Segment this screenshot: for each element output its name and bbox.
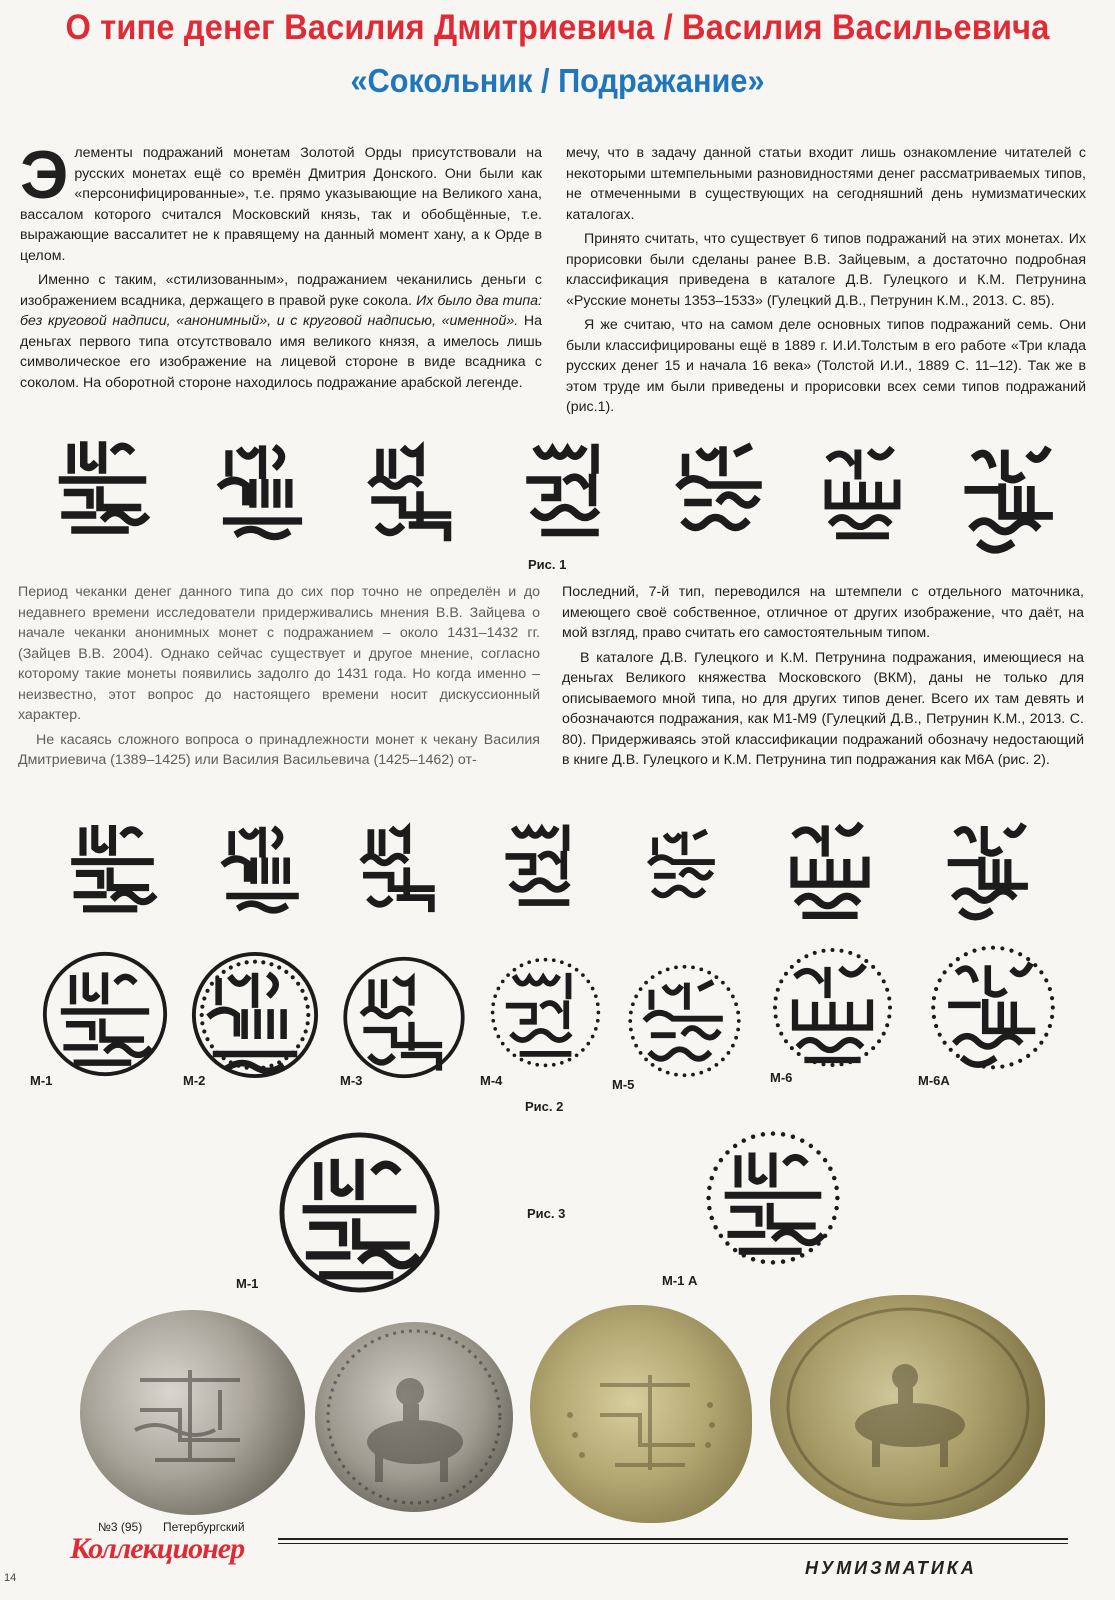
article-column-right-mid xyxy=(562,582,1084,771)
page-number: 14 xyxy=(4,1572,17,1584)
coin-legend-drawing xyxy=(945,425,1075,560)
legend-strokes xyxy=(307,1163,416,1275)
coin-photo xyxy=(80,1310,305,1515)
paragraph: В каталоге Д.В. Гулецкого и К.М. Петрунина подражания, имеющиеся на деньгах Великого княжества Московского (ВКМ), даны не только для описываемого мной типа, но для других типов денег. Всего их там девять и обозначаются подражания, как М1-М9 (Гулецкий Д.В., Петрунин К.М., 2013. С. 80). Придерживаясь этой классификации подражаний обозначу недостающий в книге Д.В. Гулецкого и К.М. Петрунина тип подражания как М6А (рис. 2). xyxy=(562,649,1084,768)
coin-dotted-rim xyxy=(491,958,600,1067)
coin-drawing xyxy=(658,425,783,550)
footer-divider xyxy=(278,1543,1068,1544)
coin-legend-drawing xyxy=(205,808,320,918)
paragraph xyxy=(20,270,542,393)
paragraph: Я же считаю, что на самом деле основных типов подражаний семь. Они были классифицированы ещё в 1889 г. И.И.Толстым в его работе «Три клада русских денег 15 и начала 16 века» (Толстой И.И., 1889 С. 11–12). Так же в этом труде им были приведены и прорисовки всех семи типов подражаний (рис.1). xyxy=(566,317,1086,415)
coin-legend-drawing xyxy=(340,955,468,1080)
drop-cap: Э xyxy=(20,137,69,213)
legend-strokes xyxy=(651,833,712,896)
coin-legend-drawing xyxy=(805,425,920,550)
legend-strokes xyxy=(509,976,569,1054)
legend-strokes xyxy=(211,976,294,1071)
figure-1-caption: Рис. 1 xyxy=(528,557,567,572)
rider-image xyxy=(770,1295,1045,1520)
coin-drawing xyxy=(340,808,460,920)
publisher-name: Петербургский xyxy=(163,1520,245,1534)
page-subtitle: «Сокольник / Подражание» xyxy=(350,62,765,99)
coin-legend-drawing xyxy=(658,425,783,550)
coin-legend-drawing xyxy=(340,808,460,920)
text-run: Именно с таким, «стилизованным», подражанием чеканились деньги с изображением всадника, держащего в правой руке сокола. xyxy=(20,272,542,309)
coin-legend-drawing xyxy=(50,805,175,923)
coin-legend-drawing xyxy=(488,950,603,1075)
coin-drawing xyxy=(770,805,890,925)
coin-drawing xyxy=(262,1130,457,1295)
paragraph: Принято считать, что существует 6 типов подражаний на этих монетах. Их прорисовки были сделаны ранее В.В. Зайцевым, а достаточно подробная классификация приведена в каталоге Д.В. Гулецкого и К.М. Петрунина «Русские монеты 1353–1533» (Гулецкий Д.В., Петрунин К.М., 2013. С. 85). xyxy=(566,231,1086,309)
coin-legend-drawing xyxy=(35,950,175,1078)
magazine-logo: Коллекционер xyxy=(70,1532,245,1565)
coin-drawing xyxy=(488,950,603,1075)
paragraph: Последний, 7-й тип, переводился на штемпели с отдельного маточника, имеющего своё собственное, отличное от других изображение, что даёт, на мой взгляд, право считать его самостоятельным типом. xyxy=(562,584,1084,641)
legend-strokes xyxy=(364,980,439,1068)
footer-divider xyxy=(278,1538,1068,1540)
legend-strokes xyxy=(951,827,1024,917)
coin-drawing xyxy=(622,962,747,1080)
legend-strokes xyxy=(968,451,1049,550)
fig2-label: М-1 xyxy=(30,1073,53,1088)
article-column-right-top xyxy=(566,143,1086,418)
coin-drawing xyxy=(488,808,600,918)
legend-strokes xyxy=(794,827,866,916)
figure-2-caption: Рис. 2 xyxy=(525,1099,564,1114)
coin-legend-drawing xyxy=(765,945,900,1070)
legend-strokes xyxy=(222,449,299,537)
fig3-label: М-1 xyxy=(236,1276,259,1291)
coin-drawing xyxy=(205,808,320,918)
coin-drawing xyxy=(765,945,900,1070)
paragraph: лементы подражаний монетам Золотой Орды присутствовали на русских монетах ещё со времён Дмитрия Донского. Они были как «персонифицированные», т.е. прямо указывающие на Великого хана, вассалом которого считался Московский князь, так и обобщённые, т.е. выражающие вассалитет не к правящему на данный момент хану, а к Орде в целом. xyxy=(20,145,542,264)
legend-strokes xyxy=(364,830,431,908)
legend-strokes xyxy=(64,976,148,1063)
coin-drawing xyxy=(505,425,635,550)
figure-3-caption: Рис. 3 xyxy=(527,1206,566,1221)
legend-strokes xyxy=(647,983,720,1059)
coin-legend-drawing xyxy=(688,1128,858,1268)
coin-drawing xyxy=(928,940,1058,1075)
rider-image xyxy=(315,1322,513,1512)
coin-legend-drawing xyxy=(185,950,325,1080)
article-column-left-top xyxy=(20,137,542,393)
coin-photo xyxy=(530,1305,752,1523)
coin-drawing xyxy=(35,950,175,1078)
page-title: О типе денег Василия Дмитриевича / Василия Васильевича xyxy=(65,8,1050,47)
section-name: НУМИЗМАТИКА xyxy=(805,1558,977,1578)
fig3-label: М-1 А xyxy=(662,1273,698,1288)
coin-drawing xyxy=(50,805,175,923)
issue-number: №3 (95) xyxy=(98,1520,143,1534)
coin-drawing xyxy=(200,425,325,545)
coin-legend-drawing xyxy=(35,420,170,545)
coin-photo xyxy=(770,1295,1045,1520)
legend-strokes xyxy=(681,448,759,528)
coin-drawing xyxy=(945,425,1075,560)
coin-legend-drawing xyxy=(928,940,1058,1075)
fig2-label: М-6 xyxy=(770,1070,793,1085)
text-run: На деньгах первого типа отсутствовало имя великого князя, а имелось лишь символическое его изображение на лицевой стороне в виде всадника с соколом. На оборотной стороне находилось подражание арабской легенде. xyxy=(20,313,542,391)
coin-legend-drawing xyxy=(622,962,747,1080)
legend-strokes xyxy=(509,828,566,903)
coin-drawing xyxy=(340,955,468,1080)
coin-legend-drawing xyxy=(930,800,1048,930)
coin-drawing xyxy=(930,800,1048,930)
legend-strokes xyxy=(951,966,1032,1065)
paragraph: Период чеканки денег данного типа до сих пор точно не определён и до недавнего времени исследователи придерживались мнения В.В. Зайцева о начале чеканки анонимных монет с подражанием – около 1431–1432 гг. (Зайцев В.В. 2004). Однако сейчас существует и другое мнение, согласно которому такие монеты появились задолго до 1431 года. Но когда именно – неизвестно, этот вопрос до настоящего времени носит дискуссионный характер. xyxy=(18,584,540,723)
coin-legend-drawing xyxy=(770,805,890,925)
coin-drawing xyxy=(345,425,480,550)
text-run-italic: Их было два типа: без круговой надписи, «анонимный», и с круговой надписью, «именной». xyxy=(20,292,542,329)
legend-strokes xyxy=(728,1156,820,1251)
coin-photo-legend xyxy=(80,1310,305,1515)
coin-legend-drawing xyxy=(505,425,635,550)
coin-drawing xyxy=(805,425,920,550)
fig2-label: М-3 xyxy=(340,1073,363,1088)
legend-strokes xyxy=(75,829,153,909)
fig2-label: М-2 xyxy=(183,1073,206,1088)
paragraph: Не касаясь сложного вопроса о принадлежности монет к чекану Василия Дмитриевича (1389–1425) или Василия Васильевича (1425–1462) от- xyxy=(18,731,540,768)
coin-legend-drawing xyxy=(488,808,600,918)
fig2-label: М-6А xyxy=(918,1073,950,1088)
legend-strokes xyxy=(373,450,448,538)
coin-drawing xyxy=(630,815,735,913)
coin-drawing xyxy=(35,420,170,545)
fig2-label: М-4 xyxy=(480,1073,503,1088)
coin-legend-drawing xyxy=(630,815,735,913)
legend-strokes xyxy=(795,968,870,1061)
legend-strokes xyxy=(63,445,146,530)
legend-strokes xyxy=(828,451,897,536)
coin-legend-drawing xyxy=(345,425,480,550)
coin-rim xyxy=(345,959,463,1077)
coin-photo xyxy=(315,1322,513,1512)
legend-strokes xyxy=(530,448,595,533)
fig2-label: М-5 xyxy=(612,1077,635,1092)
coin-photo-legend xyxy=(530,1305,752,1523)
paragraph: мечу, что в задачу данной статьи входит лишь ознакомление читателей с некоторыми штемпельными разновидностями денег рассматриваемых типов, не отмеченными в существующих на сегодняшний день нумизматических каталогах. xyxy=(566,145,1086,223)
coin-drawing xyxy=(688,1128,858,1268)
coin-legend-drawing xyxy=(200,425,325,545)
coin-drawing xyxy=(185,950,325,1080)
coin-legend-drawing xyxy=(262,1130,457,1295)
article-column-left-mid xyxy=(18,582,540,771)
legend-strokes xyxy=(225,830,295,910)
